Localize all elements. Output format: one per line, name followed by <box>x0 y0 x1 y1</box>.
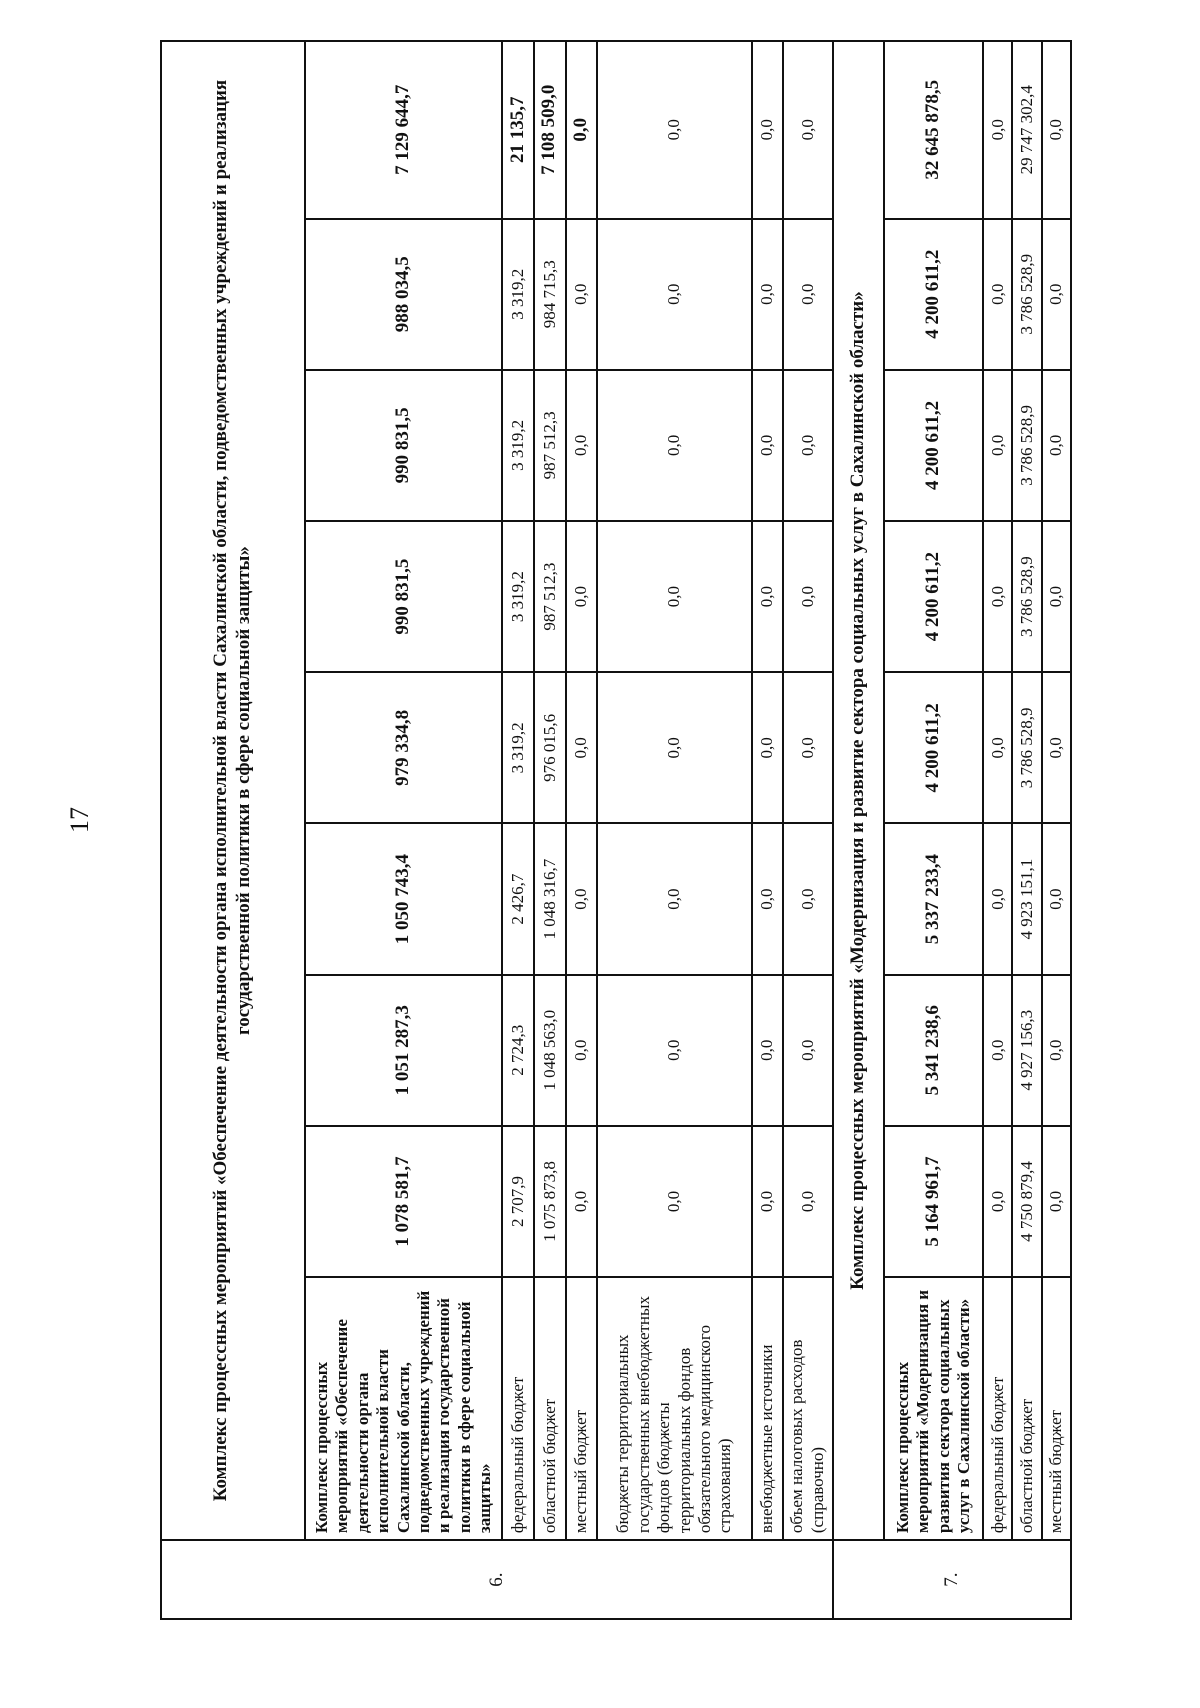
year-value-cell: 0,0 <box>752 1126 783 1277</box>
section-number: 7. <box>833 1540 1071 1619</box>
table-row <box>305 41 502 1619</box>
total-value-cell: 21 135,7 <box>502 41 534 219</box>
year-value-cell: 2 426,7 <box>502 823 534 974</box>
year-value-cell: 3 786 528,9 <box>1012 672 1041 823</box>
total-value-cell: 0,0 <box>752 41 783 219</box>
year-value-cell: 2 724,3 <box>502 975 534 1126</box>
year-value-cell: 3 786 528,9 <box>1012 219 1041 370</box>
year-value-cell: 988 034,5 <box>305 219 502 370</box>
year-value-cell: 984 715,3 <box>534 219 566 370</box>
year-value-cell: 0,0 <box>752 219 783 370</box>
year-value-cell: 3 319,2 <box>502 219 534 370</box>
year-value-cell: 0,0 <box>783 370 833 521</box>
year-value-cell: 0,0 <box>566 672 598 823</box>
section-title-row <box>833 41 884 1619</box>
year-value-cell: 3 319,2 <box>502 370 534 521</box>
year-value-cell: 0,0 <box>566 521 598 672</box>
year-value-cell: 0,0 <box>983 823 1012 974</box>
year-value-cell: 0,0 <box>783 823 833 974</box>
total-value-cell: 0,0 <box>783 41 833 219</box>
total-value-cell: 0,0 <box>597 41 751 219</box>
year-value-cell: 0,0 <box>983 219 1012 370</box>
page-number: 17 <box>65 807 94 833</box>
year-value-cell: 0,0 <box>752 975 783 1126</box>
year-value-cell: 0,0 <box>566 370 598 521</box>
year-value-cell: 0,0 <box>597 521 751 672</box>
year-value-cell: 3 319,2 <box>502 672 534 823</box>
year-value-cell: 0,0 <box>1042 370 1071 521</box>
table-row <box>752 41 783 1619</box>
year-value-cell: 5 337 233,4 <box>884 823 983 974</box>
total-value-cell: 0,0 <box>983 41 1012 219</box>
year-value-cell: 0,0 <box>783 521 833 672</box>
year-value-cell: 0,0 <box>566 219 598 370</box>
year-value-cell: 0,0 <box>783 1126 833 1277</box>
year-value-cell: 987 512,3 <box>534 521 566 672</box>
row-label: местный бюджет <box>566 1277 598 1540</box>
budget-table <box>160 40 1072 1620</box>
year-value-cell: 976 015,6 <box>534 672 566 823</box>
section-number: 6. <box>161 1540 833 1619</box>
rotated-table-wrapper <box>160 40 1072 1620</box>
section-title: Комплекс процессных мероприятий «Обеспечение деятельности органа исполнительной власти Сахалинской области, подведомственных учреждений и реализация государственной политики в сфере социальной защиты» <box>161 41 305 1540</box>
year-value-cell: 979 334,8 <box>305 672 502 823</box>
row-label: внебюджетные источники <box>752 1277 783 1540</box>
year-value-cell: 1 050 743,4 <box>305 823 502 974</box>
year-value-cell: 5 341 238,6 <box>884 975 983 1126</box>
year-value-cell: 1 048 563,0 <box>534 975 566 1126</box>
row-label: Комплекс процессных мероприятий «Модернизация и развития сектора социальных услуг в Сахалинской области» <box>884 1277 983 1540</box>
row-label: местный бюджет <box>1042 1277 1071 1540</box>
total-value-cell: 7 108 509,0 <box>534 41 566 219</box>
year-value-cell: 1 075 873,8 <box>534 1126 566 1277</box>
year-value-cell: 4 200 611,2 <box>884 521 983 672</box>
table-row <box>566 41 598 1619</box>
total-value-cell: 0,0 <box>566 41 598 219</box>
year-value-cell: 3 786 528,9 <box>1012 370 1041 521</box>
year-value-cell: 0,0 <box>1042 823 1071 974</box>
section-title: Комплекс процессных мероприятий «Модернизация и развитие сектора социальных услуг в Сахалинской области» <box>833 41 884 1540</box>
total-value-cell: 0,0 <box>1042 41 1071 219</box>
year-value-cell: 0,0 <box>783 672 833 823</box>
year-value-cell: 0,0 <box>566 823 598 974</box>
year-value-cell: 5 164 961,7 <box>884 1126 983 1277</box>
year-value-cell: 0,0 <box>983 975 1012 1126</box>
year-value-cell: 3 786 528,9 <box>1012 521 1041 672</box>
table-row <box>783 41 833 1619</box>
year-value-cell: 4 927 156,3 <box>1012 975 1041 1126</box>
year-value-cell: 4 200 611,2 <box>884 370 983 521</box>
year-value-cell: 0,0 <box>597 1126 751 1277</box>
table-row <box>502 41 534 1619</box>
year-value-cell: 0,0 <box>752 521 783 672</box>
year-value-cell: 0,0 <box>752 672 783 823</box>
table-row <box>983 41 1012 1619</box>
year-value-cell: 0,0 <box>597 370 751 521</box>
year-value-cell: 0,0 <box>566 1126 598 1277</box>
table-row <box>1012 41 1041 1619</box>
row-label: бюджеты территориальных государственных внебюджетных фондов (бюджеты территориальных фондов обязательного медицинского страхования) <box>597 1277 751 1540</box>
year-value-cell: 0,0 <box>783 219 833 370</box>
table-row <box>534 41 566 1619</box>
row-label: областной бюджет <box>1012 1277 1041 1540</box>
year-value-cell: 2 707,9 <box>502 1126 534 1277</box>
year-value-cell: 987 512,3 <box>534 370 566 521</box>
year-value-cell: 0,0 <box>1042 219 1071 370</box>
year-value-cell: 0,0 <box>1042 1126 1071 1277</box>
year-value-cell: 4 200 611,2 <box>884 219 983 370</box>
row-label: федеральный бюджет <box>983 1277 1012 1540</box>
row-label: федеральный бюджет <box>502 1277 534 1540</box>
year-value-cell: 990 831,5 <box>305 521 502 672</box>
total-value-cell: 32 645 878,5 <box>884 41 983 219</box>
year-value-cell: 0,0 <box>783 975 833 1126</box>
year-value-cell: 4 750 879,4 <box>1012 1126 1041 1277</box>
year-value-cell: 0,0 <box>752 370 783 521</box>
table-row <box>1042 41 1071 1619</box>
year-value-cell: 0,0 <box>752 823 783 974</box>
year-value-cell: 1 078 581,7 <box>305 1126 502 1277</box>
year-value-cell: 1 048 316,7 <box>534 823 566 974</box>
year-value-cell: 0,0 <box>1042 975 1071 1126</box>
year-value-cell: 990 831,5 <box>305 370 502 521</box>
year-value-cell: 4 200 611,2 <box>884 672 983 823</box>
table-row <box>597 41 751 1619</box>
year-value-cell: 4 923 151,1 <box>1012 823 1041 974</box>
year-value-cell: 0,0 <box>983 1126 1012 1277</box>
total-value-cell: 7 129 644,7 <box>305 41 502 219</box>
year-value-cell: 1 051 287,3 <box>305 975 502 1126</box>
year-value-cell: 0,0 <box>983 370 1012 521</box>
year-value-cell: 0,0 <box>1042 672 1071 823</box>
year-value-cell: 0,0 <box>597 219 751 370</box>
year-value-cell: 0,0 <box>597 823 751 974</box>
year-value-cell: 0,0 <box>597 975 751 1126</box>
total-value-cell: 29 747 302,4 <box>1012 41 1041 219</box>
year-value-cell: 0,0 <box>983 521 1012 672</box>
year-value-cell: 0,0 <box>1042 521 1071 672</box>
year-value-cell: 0,0 <box>566 975 598 1126</box>
row-label: областной бюджет <box>534 1277 566 1540</box>
row-label: объем налоговых расходов (справочно) <box>783 1277 833 1540</box>
year-value-cell: 0,0 <box>597 672 751 823</box>
year-value-cell: 3 319,2 <box>502 521 534 672</box>
table-row <box>884 41 983 1619</box>
section-title-row <box>161 41 305 1619</box>
row-label: Комплекс процессных мероприятий «Обеспечение деятельности органа исполнительной власти Сахалинской области, подведомственных учреждений и реализация государственной политики в сфере социальной защиты» <box>305 1277 502 1540</box>
year-value-cell: 0,0 <box>983 672 1012 823</box>
